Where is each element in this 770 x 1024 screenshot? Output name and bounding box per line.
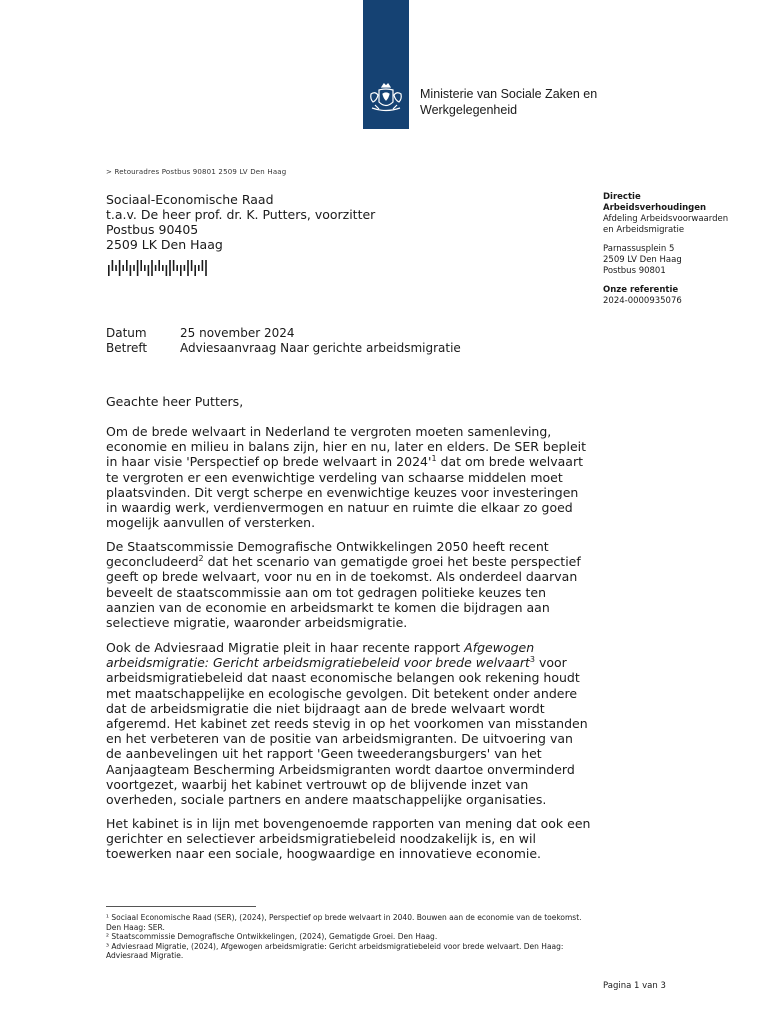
return-address: > Retouradres Postbus 90801 2509 LV Den Haag — [106, 168, 287, 176]
subject-label: Betreft — [106, 341, 148, 355]
directorate-label: Directie — [603, 192, 641, 202]
subject-row — [0, 341, 600, 356]
paragraph-3 — [106, 640, 591, 807]
directorate-name: Arbeidsverhoudingen — [603, 203, 707, 213]
paragraph-text: Om de brede welvaart in Nederland te vergroten moeten samenleving, economie en milieu in balans zijn, hier en nu, later en elders. De SER bepleit in haar visie 'Perspectief op brede welvaart in 2024' — [106, 424, 587, 470]
recipient-line: t.a.v. De heer prof. dr. K. Putters, voorzitter — [106, 207, 376, 222]
footnote-divider — [106, 906, 256, 907]
footnote-marker: 2 — [198, 554, 204, 564]
date-label: Datum — [106, 326, 147, 340]
department-line: Afdeling Arbeidsvoorwaarden — [603, 214, 729, 224]
footnote-3: ³ Adviesraad Migratie, (2024), Afgewogen arbeidsmigratie: Gericht arbeidsmigratiebeleid voor brede welvaart. Den Haag: Adviesraad Migratie. — [106, 941, 564, 960]
ministry-name-line2: Werkgelegenheid — [420, 103, 518, 117]
recipient-line: Sociaal-Economische Raad — [106, 192, 274, 207]
salutation: Geachte heer Putters, — [106, 394, 244, 409]
footnotes — [106, 913, 591, 961]
recipient-line: 2509 LK Den Haag — [106, 237, 223, 252]
subject-value: Adviesaanvraag Naar gerichte arbeidsmigratie — [180, 341, 461, 355]
visiting-address-line: 2509 LV Den Haag — [603, 255, 682, 265]
paragraph-4: Het kabinet is in lijn met bovengenoemde rapporten van mening dat ook een gerichter en selectiever arbeidsmigratiebeleid noodzakelijk is, en wil toewerken naar een sociale, hoogwaardige en innovatieve economie. — [106, 816, 591, 862]
date-value: 25 november 2024 — [180, 326, 295, 340]
ministry-name-line1: Ministerie van Sociale Zaken en — [420, 87, 598, 101]
recipient-line: Postbus 90405 — [106, 222, 199, 237]
footnote-2: ² Staatscommissie Demografische Ontwikkelingen, (2024), Gematigde Groei. Den Haag. — [106, 932, 438, 941]
paragraph-text: dat om brede welvaart te vergroten er een evenwichtige verdeling van schaarse middelen moet plaatsvinden. Dit vergt scherpe en evenwichtige keuzes voor investeringen in waardig werk, verdienvermogen en natuur en ruimte die elkaar zo goed mogelijk aanvullen of versterken. — [106, 454, 584, 531]
paragraph-text: dat het scenario van gematigde groei het beste perspectief geeft op brede welvaart, voor nu en in de toekomst. Als onderdeel daarvan beveelt de staatscommissie aan om tot gedragen politieke keuzes ten aanzien van de economie en arbeidsmarkt te komen die bijdragen aan selectieve migratie, waaronder arbeidsmigratie. — [106, 554, 581, 631]
sender-sidebar — [603, 192, 763, 307]
reference-value: 2024-0000935076 — [603, 296, 682, 306]
postal-address-line: Postbus 90801 — [603, 266, 666, 276]
department-line: en Arbeidsmigratie — [603, 225, 685, 235]
date-row — [0, 326, 600, 341]
footnote-marker: 1 — [431, 454, 437, 464]
recipient-address — [106, 192, 436, 252]
postal-barcode-icon — [106, 258, 210, 278]
reference-label: Onze referentie — [603, 285, 679, 295]
report-title: Afgewogen arbeidsmigratie: Gericht arbeidsmigratiebeleid voor brede welvaart — [106, 640, 535, 671]
visiting-address-line: Parnassusplein 5 — [603, 244, 675, 254]
paragraph-text: Ook de Adviesraad Migratie pleit in haar recente rapport — [106, 640, 465, 655]
paragraph-text: voor arbeidsmigratiebeleid dat naast economische belangen ook rekening houdt met maatschappelijke en ecologische gevolgen. Dit betekent onder andere dat de arbeidsmigratie die niet bijdraagt aan de brede welvaart wordt afgeremd. Het kabinet zet reeds stevig in op het voorkomen van misstanden en het verbeteren van de positie van arbeidsmigranten. De uitvoering van de aanbevelingen uit het rapport 'Geen tweederangsburgers' van het Aanjaagteam Bescherming Arbeidsmigranten wordt daartoe onverminderd voortgezet, waarbij het kabinet vertrouwt op de blijvende inzet van overheden, sociale partners en andere maatschappelijke organisaties. — [106, 655, 588, 808]
paragraph-2 — [106, 539, 591, 630]
page-number: Pagina 1 van 3 — [603, 981, 666, 991]
rijksoverheid-lion-emblem-icon — [367, 82, 405, 116]
paragraph-text: De Staatscommissie Demografische Ontwikkelingen 2050 heeft recent geconcludeerd — [106, 539, 549, 570]
footnote-1: ¹ Sociaal Economische Raad (SER), (2024), Perspectief op brede welvaart in 2040. Bouwen aan de economie van de toekomst. Den Haag: SER. — [106, 913, 582, 932]
paragraph-1 — [106, 424, 591, 530]
ministry-name — [420, 86, 620, 118]
footnote-marker: 3 — [529, 655, 536, 665]
